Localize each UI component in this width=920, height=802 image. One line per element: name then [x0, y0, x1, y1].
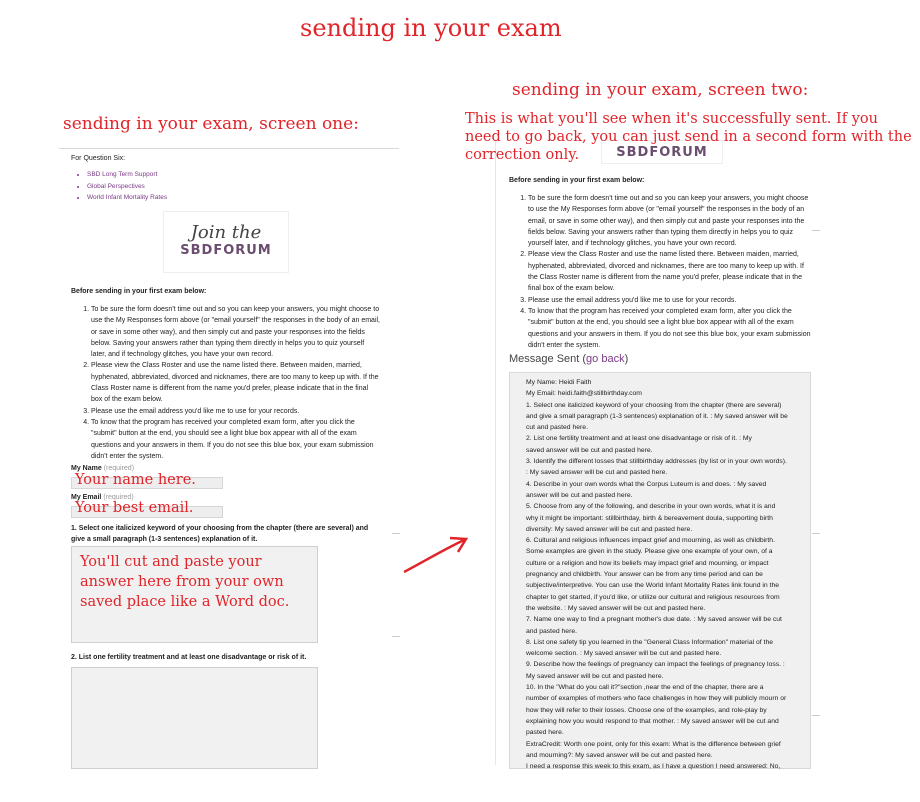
instruction-2-2: 2. Please view the Class Roster and use the name listed there. Between maiden, married, hyphenated, abbreviated, divorced and nicknames, there are too many to keep up with. If the Class Roster name is different from the name you'd prefer, please indicate that in the final box of the exam below.: [528, 249, 812, 294]
message-line: explaining how you would respond to that mother. : My saved answer will be cut and: [526, 717, 779, 725]
answer-overlay-line1: You'll cut and paste your: [80, 554, 262, 570]
instructions-block-2: [512, 193, 812, 351]
instruction-2-1: 1. To be sure the form doesn't time out and so you can keep your answers, you might choose to use the My Responses form above (or "email yourself" the responses in the body of an email, or save in some other way), and then simply cut and paste your responses into the fields below. Saving your answers rather than typing them directly in helps you to quiz yourself later, and if technology glitches, you have your own record.: [528, 193, 812, 249]
message-line: how they will refer to their losses. Choose one of the examples, and role-play by: [526, 706, 767, 714]
message-line: I need a response this week to this exam, as I have a question I need answered: No,: [526, 763, 781, 771]
scroll-tick: [392, 636, 400, 637]
scroll-tick: [812, 533, 820, 534]
message-sent-status: [509, 353, 628, 365]
question-1-label: 1. Select one italicized keyword of your choosing from the chapter (there are several) and give a small paragraph (1-3 sentences) explanation of it.: [71, 525, 369, 544]
main-title: sending in your exam: [300, 14, 562, 42]
message-line: cut and pasted here.: [526, 424, 588, 432]
email-required: (required): [103, 494, 134, 501]
message-line: 5. Choose from any of the following, and describe in your own words, what it is and: [526, 503, 776, 511]
message-line: 8. List one safety tip you learned in the "General Class Information" material of the: [526, 638, 774, 646]
message-line: diversity: My saved answer will be cut and pasted here.: [526, 525, 693, 533]
message-line: 9. Describe how the feelings of pregnancy can impact the feelings of pregnancy loss. :: [526, 661, 785, 669]
logo-line1: Join the: [190, 222, 262, 243]
instruction-2: 2. Please view the Class Roster and use the name listed there. Between maiden, married, hyphenated, abbreviated, divorced and nicknames, there are too many to keep up with. If the Class Roster name is different from the name you'd prefer, please indicate that in the final box of the exam below.: [91, 360, 380, 405]
message-line: 1. Select one italicized keyword of your choosing from the chapter (there are several): [526, 401, 782, 409]
scroll-tick: [812, 715, 820, 716]
message-line: and pasted here.: [526, 627, 578, 635]
message-line: pregnancy and childbirth. Your answer can be from any time period and can be: [526, 571, 763, 579]
instruction-4: 4. To know that the program has received your completed exam form, after you click the "submit" button at the end, you should see a light blue box appear with all of the exam questions and your answers in them. If you do not see this blue box, your exam submission didn't enter the system.: [91, 417, 380, 462]
name-required: (required): [103, 465, 135, 472]
instruction-1: 1. To be sure the form doesn't time out and so you can keep your answers, you might choose to use the My Responses form above (or "email yourself" the responses in the body of an email, or save in some other way), and then simply cut and paste your responses into the fields below. Saving your answers rather than typing them directly in helps you to quiz yourself later, and if technology glitches, you have your own record.: [91, 304, 380, 360]
message-line: answer will be cut and pasted here.: [526, 491, 633, 499]
screen-two-panel: [495, 140, 814, 771]
message-line: and mourning?: My saved answer will be cut and pasted here.: [526, 751, 713, 759]
join-forum-logo[interactable]: [163, 211, 289, 273]
name-overlay: Your name here.: [75, 472, 196, 488]
name-field-label: [71, 465, 134, 472]
before-sending-heading-2: Before sending in your first exam below:: [509, 177, 645, 184]
instruction-3: 3. Please use the email address you'd like me to use for your records.: [91, 406, 380, 417]
logo-line2: SBDFORUM: [180, 243, 272, 258]
question-2-label: 2. List one fertility treatment and at least one disadvantage or risk of it.: [71, 654, 307, 661]
message-line: and give a small paragraph (1-3 sentences) explanation of it. : My saved answer will be: [526, 412, 788, 420]
answer-overlay: [80, 552, 289, 612]
link-global-perspectives[interactable]: • Global Perspectives: [87, 181, 167, 193]
message-sent-text: Message Sent (: [509, 353, 587, 365]
resource-links: [79, 169, 167, 204]
email-overlay: Your best email.: [75, 500, 194, 516]
message-line: culture or a religion and how its beliefs may impact grief and mourning, or impact: [526, 559, 769, 567]
instruction-2-3: 3. Please use the email address you'd like me to use for your records.: [528, 295, 812, 306]
message-line: Some examples are given in the study. Please give one example of your own, of a: [526, 548, 773, 556]
message-line: number of examples of mothers who face challenges in how they will publicly mourn or: [526, 695, 787, 703]
link-sbd-long-term-support[interactable]: • SBD Long Term Support: [87, 169, 167, 181]
message-line: My saved answer will be cut and pasted here.: [526, 672, 664, 680]
message-line: 2. List one fertility treatment and at least one disadvantage or risk of it. : My: [526, 435, 752, 443]
red-arrow-icon: [398, 528, 473, 578]
message-line: the website. : My saved answer will be cut and pasted here.: [526, 604, 706, 612]
message-line: My Name: Heidi Faith: [526, 379, 592, 386]
message-line: chapter to get started, if you'd like, or utilize our cultural and religious resources from: [526, 593, 780, 601]
message-line: ExtraCredit: Worth one point, only for this exam: What is the difference between grief: [526, 740, 781, 748]
message-line: 6. Cultural and religious influences impact grief and mourning, as well as childbirth.: [526, 537, 775, 545]
message-line: saved answer will be cut and pasted here.: [526, 446, 653, 454]
screen-two-title: sending in your exam, screen two:: [512, 80, 809, 100]
question-2-textarea[interactable]: [71, 667, 318, 769]
link-world-infant-mortality[interactable]: • World Infant Mortality Rates: [87, 192, 167, 204]
message-line: pasted here.: [526, 729, 564, 737]
message-line: welcome section. : My saved answer will be cut and pasted here.: [526, 650, 722, 658]
before-sending-heading: Before sending in your first exam below:: [71, 288, 207, 295]
message-line: : My saved answer will be cut and pasted here.: [526, 469, 668, 477]
instruction-2-4: 4. To know that the program has received your completed exam form, after you click the "submit" button at the end, you should see a light blue box appear with all of the exam questions and your answers in them. If you do not see this blue box, your exam submission didn't enter the system.: [528, 306, 812, 351]
message-line: 7. Name one way to find a pregnant mother's due date. : My saved answer will be cut: [526, 616, 782, 624]
message-line: 3. Identify the different losses that stillbirthday addresses (by list or in your own words).: [526, 458, 787, 466]
screen-one-panel: [59, 148, 399, 761]
answer-overlay-line2: answer here from your own: [80, 574, 284, 590]
message-sent-close: ): [624, 353, 629, 365]
name-label-text: My Name: [71, 465, 102, 472]
question-six-subheading: For Question Six:: [71, 155, 126, 162]
message-lines: [526, 377, 806, 772]
message-line: 10. In the "What do you call it?"section ,near the end of the chapter, there are a: [526, 684, 764, 692]
logo2-text: SBDFORUM: [616, 144, 708, 160]
message-line: subjective/interpretive. You can use the World Infant Mortality Rates link found in the: [526, 582, 780, 590]
screen-one-title: sending in your exam, screen one:: [63, 114, 359, 134]
instructions-block: [75, 304, 380, 462]
answer-overlay-line3: saved place like a Word doc.: [80, 594, 290, 610]
screen-two-note: This is what you'll see when it's successfully sent. If you need to go back, you can just send in a second form with the correction only.: [465, 111, 912, 163]
scroll-tick: [812, 230, 820, 231]
email-label-text: My Email: [71, 494, 102, 501]
message-line: 4. Describe in your own words what the Corpus Luteum is and does. : My saved: [526, 480, 767, 488]
go-back-link[interactable]: go back: [586, 353, 625, 365]
submitted-message-box: [509, 372, 811, 769]
message-line: My Email: heidi.faith@stillbirthday.com: [526, 390, 642, 398]
message-line: why it might be important: stillbirthday, birth & bereavement doula, supporting birth: [526, 514, 773, 522]
